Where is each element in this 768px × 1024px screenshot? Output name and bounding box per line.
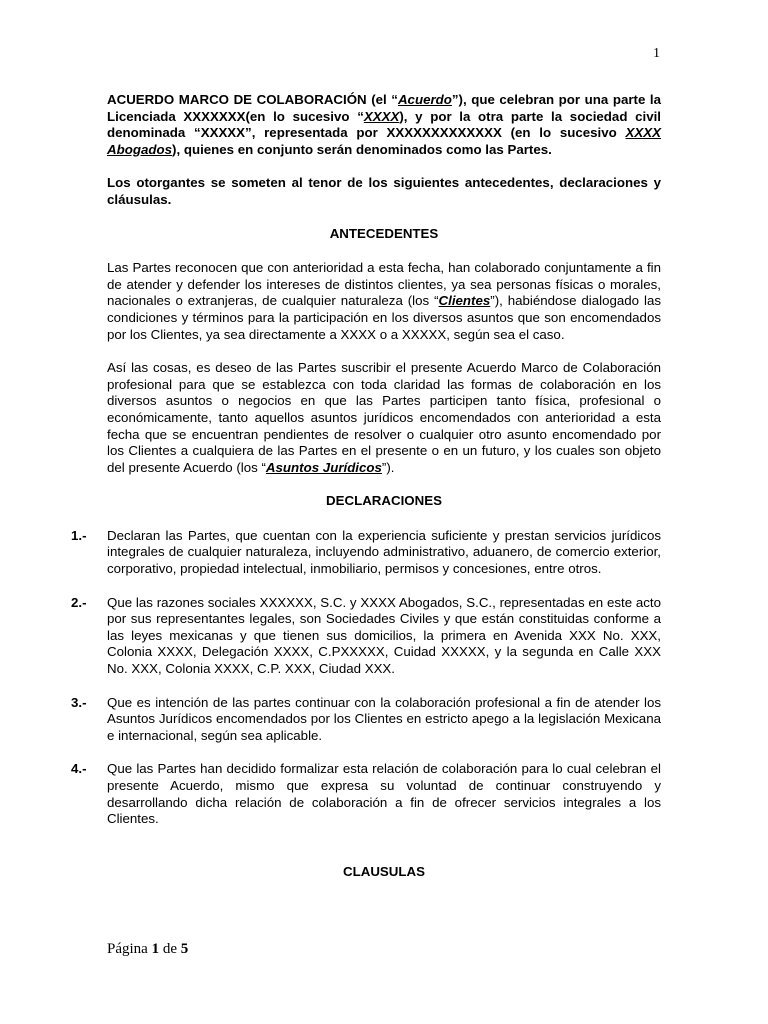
declaracion-item bbox=[71, 594, 661, 678]
page-footer bbox=[107, 941, 188, 958]
declaracion-number: 4.- bbox=[71, 761, 87, 777]
document-body bbox=[71, 92, 662, 898]
declaracion-item bbox=[71, 761, 661, 827]
otorgantes-paragraph: Los otorgantes se someten al tenor de los siguientes antecedentes, declaraciones y cláusulas. bbox=[107, 175, 661, 207]
footer-total-pages: 5 bbox=[180, 941, 189, 957]
footer-page-label: Página bbox=[107, 941, 148, 957]
declaracion-number: 2.- bbox=[71, 594, 87, 610]
clausulas-heading: CLAUSULAS bbox=[343, 863, 425, 879]
term-xxxx: XXXX bbox=[363, 108, 400, 124]
page-number: 1 bbox=[653, 46, 660, 61]
declaracion-item bbox=[71, 527, 661, 578]
declaracion-number: 1.- bbox=[71, 527, 87, 543]
term-xxxx-abogados: XXXX Abogados bbox=[107, 125, 661, 157]
footer-of-label: de bbox=[162, 941, 177, 957]
declaracion-text: Que las Partes han decidido formalizar esta relación de colaboración para lo cual celebran el presente Acuerdo, mismo que expresa su voluntad de continuar construyendo y desarrollando dicha relación de colaboración a fin de ofrecer servicios integrales a los Clientes. bbox=[107, 761, 661, 827]
term-clientes: Clientes bbox=[438, 293, 491, 309]
declaraciones-heading: DECLARACIONES bbox=[326, 493, 442, 509]
declaracion-text: Que es intención de las partes continuar con la colaboración profesional a fin de atender los Asuntos Jurídicos encomendados por los Clientes en estricto apego a la legislación Mexicana e internacional, según sea aplicable. bbox=[107, 694, 661, 743]
intro-paragraph: ACUERDO MARCO DE COLABORACIÓN (el “Acuerdo”), que celebran por una parte la Licenciada XXXXXXX(en lo sucesivo “XXXX), y por la otra parte la sociedad civil denominada “XXXXX”, representada por XXXXXXXXXXXXX (en lo sucesivo XXXX Abogados), quienes en conjunto serán denominados como las Partes. bbox=[107, 92, 662, 157]
declaracion-item bbox=[71, 694, 661, 745]
antecedentes-heading: ANTECEDENTES bbox=[329, 225, 439, 241]
declaracion-text: Declaran las Partes, que cuentan con la experiencia suficiente y prestan servicios jurídicos integrales de cualquier naturaleza, incluyendo administrativo, aduanero, de comercio exterior, corporativo, propiedad intelectual, inmobiliario, permisos y concesiones, entre otros. bbox=[107, 527, 661, 577]
term-acuerdo: Acuerdo bbox=[397, 92, 452, 107]
term-asuntos-juridicos: Asuntos Jurídicos bbox=[265, 459, 382, 475]
footer-current-page: 1 bbox=[151, 941, 160, 957]
antecedentes-paragraph-1: Las Partes reconocen que con anterioridad a esta fecha, han colaborado conjuntamente a fin de atender y defender los intereses de distintos clientes, ya sea personas físicas o morales, nacionales o extranjeras, de cualquier naturaleza (los “Clientes”), habiéndose dialogado las condiciones y términos para la participación en los diversos asuntos que son encomendados por los Clientes, ya sea directamente a XXXX o a XXXXX, según sea el caso. bbox=[107, 260, 661, 342]
declaracion-number: 3.- bbox=[71, 694, 87, 710]
antecedentes-paragraph-2: Así las cosas, es deseo de las Partes suscribir el presente Acuerdo Marco de Colaboración profesional para que se establezca con toda claridad las formas de colaboración en los diversos asuntos o negocios en que las Partes participen tanto física, profesional o económicamente, tanto aquellos asuntos jurídicos encomendados con anterioridad a esta fecha que se encuentran pendientes de resolver o cualquier otro asunto encomendado por los Clientes a cualquiera de las Partes en el presente o en un futuro, y los cuales son objeto del presente Acuerdo (los “Asuntos Jurídicos”). bbox=[107, 360, 661, 475]
declaracion-text: Que las razones sociales XXXXXX, S.C. y XXXX Abogados, S.C., representadas en este acto por sus representantes legales, son Sociedades Civiles y que están constituidas conforme a las leyes mexicanas y que tienen sus domicilios, la primera en Avenida XXX No. XXX, Colonia XXXX, Delegación XXXX, C.PXXXXX, Cuidad XXXXX, y la segunda en Calle XXX No. XXX, Colonia XXXX, C.P. XXX, Ciudad XXX. bbox=[107, 594, 661, 677]
